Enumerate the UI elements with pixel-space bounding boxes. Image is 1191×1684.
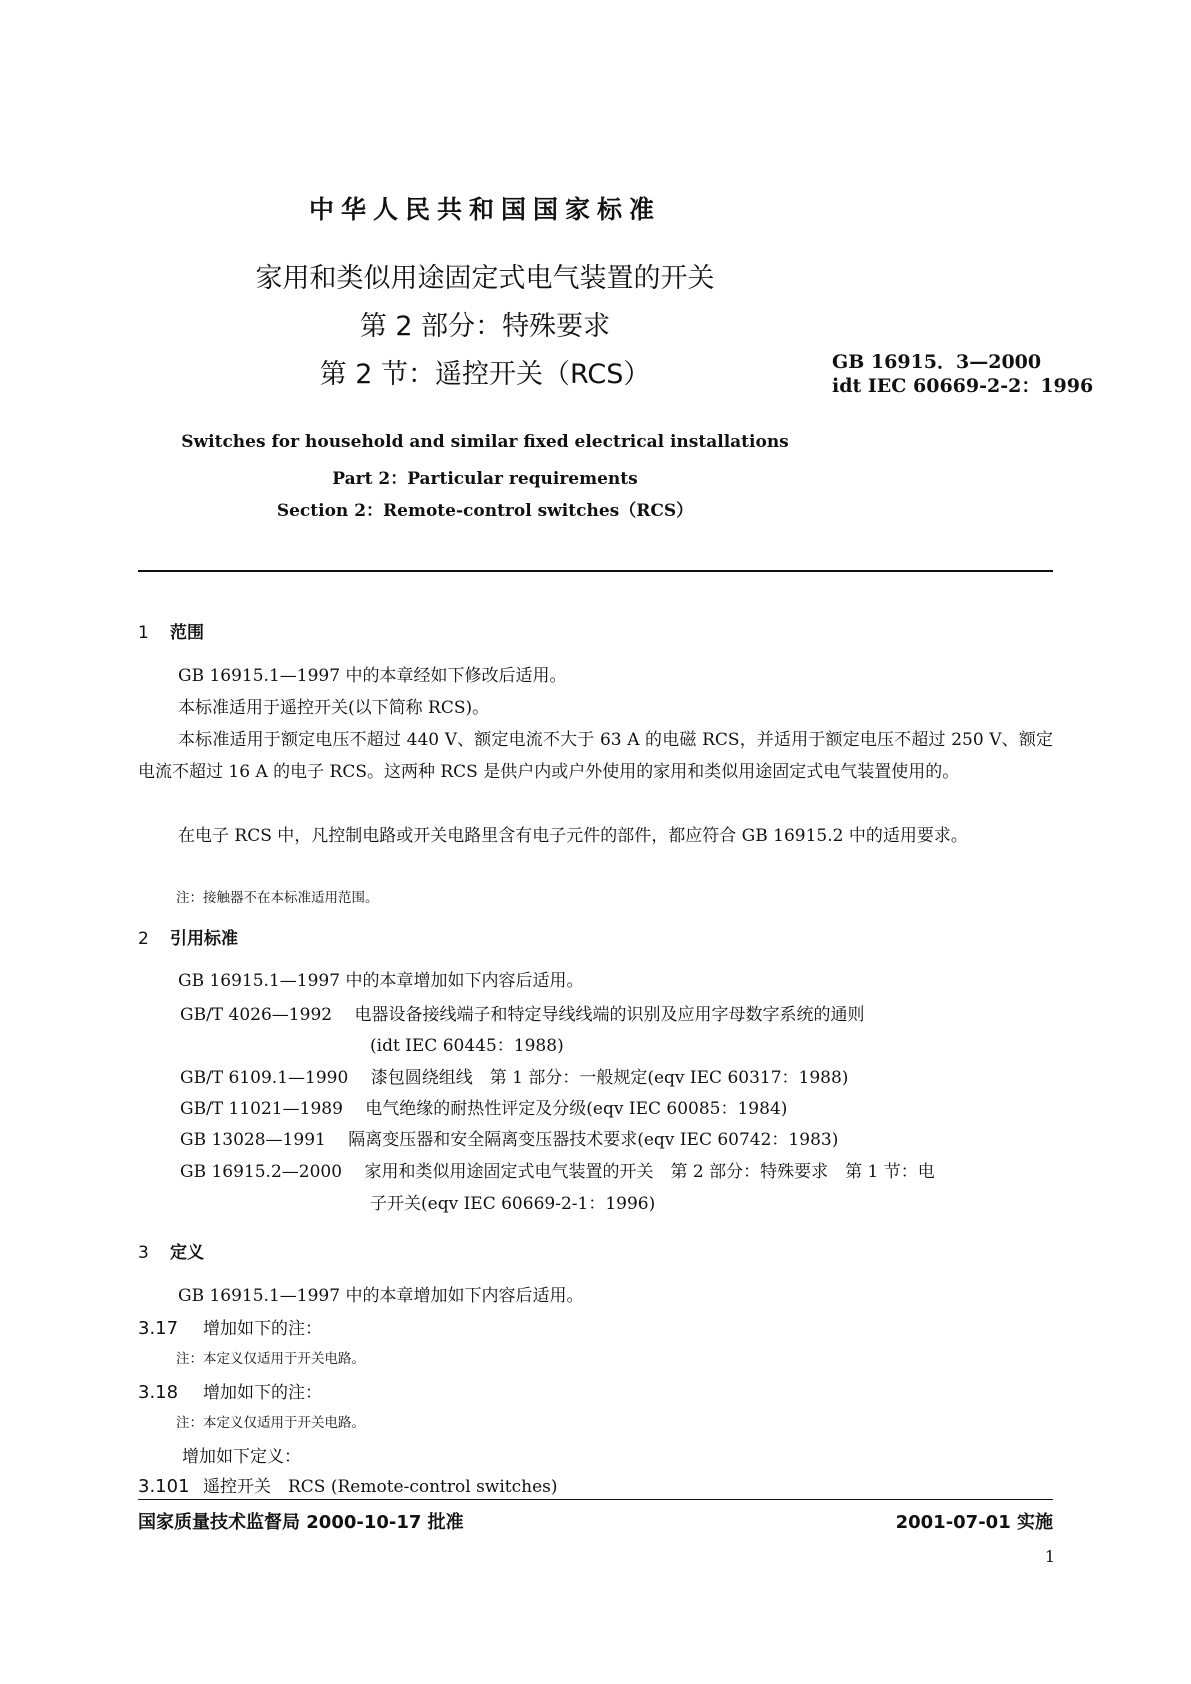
section-2-heading: [138, 924, 238, 949]
note: 注：接触器不在本标准适用范围。: [176, 890, 379, 906]
section-title: 范围: [170, 623, 204, 643]
clause-3-18: [138, 1378, 322, 1403]
section-title: 定义: [170, 1243, 204, 1263]
section-number: 3: [138, 1243, 149, 1263]
reference-code: GB/T 4026—1992: [180, 1005, 333, 1025]
clause-3-101: [138, 1472, 558, 1497]
reference-item: [180, 1000, 864, 1025]
section-title: 引用标准: [170, 929, 238, 949]
top-divider: [138, 570, 1053, 572]
standard-number-block: [832, 350, 1093, 398]
section-number: 2: [138, 929, 149, 949]
note: 注：本定义仅适用于开关电路。: [176, 1351, 365, 1367]
reference-code: GB/T 6109.1—1990: [180, 1068, 349, 1088]
reference-title: 隔离变压器和安全隔离变压器技术要求(eqv IEC 60742：1983): [348, 1130, 839, 1150]
paragraph: 增加如下定义：: [182, 1447, 301, 1467]
reference-code: GB 13028—1991: [180, 1130, 326, 1150]
reference-item: [180, 1125, 838, 1150]
chinese-title-line-1: 家用和类似用途固定式电气装置的开关: [255, 263, 715, 294]
reference-item: [180, 1063, 848, 1088]
gb-number: GB 16915．3—2000: [832, 351, 1042, 373]
issued-by: 国家质量技术监督局 2000-10-17 批准: [138, 1512, 464, 1533]
reference-item: [180, 1094, 787, 1119]
english-title-line-2: Part 2：Particular requirements: [332, 469, 638, 489]
implementation-date: 2001-07-01 实施: [895, 1512, 1053, 1533]
reference-continuation: (idt IEC 60445：1988): [370, 1036, 564, 1056]
paragraph: GB 16915.1—1997 中的本章增加如下内容后适用。: [178, 971, 584, 991]
reference-continuation: 子开关(eqv IEC 60669-2-1：1996): [370, 1194, 656, 1214]
section-1-heading: [138, 618, 204, 643]
section-3-heading: [138, 1238, 204, 1263]
bottom-divider: [138, 1499, 1053, 1500]
paragraph: GB 16915.1—1997 中的本章经如下修改后适用。: [178, 666, 567, 686]
definition-term: 遥控开关 RCS (Remote-control switches): [203, 1477, 558, 1497]
chinese-title-line-2: 第 2 部分：特殊要求: [359, 311, 611, 342]
chinese-title-line-3: 第 2 节：遥控开关（RCS）: [319, 359, 651, 390]
clause-text: 增加如下的注：: [203, 1319, 322, 1339]
clause-number: 3.17: [138, 1318, 179, 1339]
paragraph: 在电子 RCS 中，凡控制电路或开关电路里含有电子元件的部件，都应符合 GB 16915.2 中的适用要求。: [178, 826, 968, 846]
reference-title: 电气绝缘的耐热性评定及分级(eqv IEC 60085：1984): [365, 1099, 788, 1119]
reference-title: 家用和类似用途固定式电气装置的开关 第 2 部分：特殊要求 第 1 节：电: [364, 1162, 935, 1182]
country-standard-heading: 中华人民共和国国家标准: [308, 195, 661, 224]
clause-3-17: [138, 1314, 322, 1339]
paragraph: 本标准适用于遥控开关(以下简称 RCS)。: [178, 698, 490, 718]
reference-title: 漆包圆绕组线 第 1 部分：一般规定(eqv IEC 60317：1988): [370, 1068, 849, 1088]
english-title-line-3: Section 2：Remote-control switches（RCS）: [276, 501, 694, 521]
clause-number: 3.101: [138, 1476, 190, 1497]
page-number: 1: [1044, 1547, 1055, 1566]
reference-title: 电器设备接线端子和特定导线线端的识别及应用字母数字系统的通则: [354, 1005, 865, 1025]
paragraph: 本标准适用于额定电压不超过 440 V、额定电流不大于 63 A 的电磁 RCS，并适用于额定电压不超过 250 V、额定电流不超过 16 A 的电子 RCS。这两种 RCS 是供户内或户外使用的家用和类似用途固定式电气装置使用的。: [138, 730, 1053, 782]
note: 注：本定义仅适用于开关电路。: [176, 1415, 365, 1431]
clause-text: 增加如下的注：: [203, 1383, 322, 1403]
reference-code: GB/T 11021—1989: [180, 1099, 343, 1119]
english-title-line-1: Switches for household and similar fixed electrical installations: [181, 432, 789, 452]
paragraph: GB 16915.1—1997 中的本章增加如下内容后适用。: [178, 1286, 584, 1306]
section-number: 1: [138, 623, 149, 643]
reference-code: GB 16915.2—2000: [180, 1162, 343, 1182]
equivalent-standard: idt IEC 60669-2-2：1996: [832, 375, 1094, 397]
reference-item: [180, 1157, 935, 1182]
clause-number: 3.18: [138, 1382, 179, 1403]
